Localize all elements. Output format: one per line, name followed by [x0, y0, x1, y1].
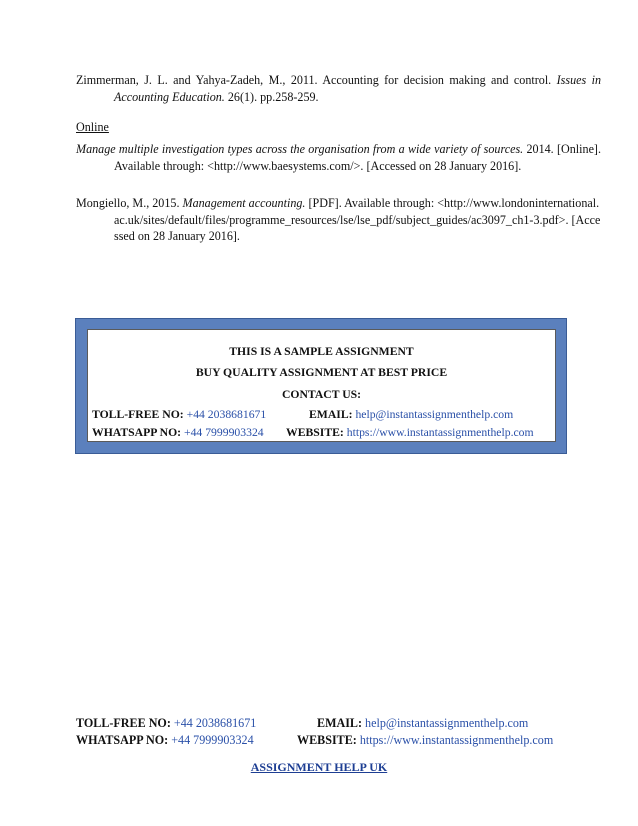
footer-tollfree-label: TOLL-FREE NO: [76, 716, 171, 730]
footer-tollfree [76, 716, 256, 731]
online-heading: Online [76, 120, 109, 134]
reference-mongiello [76, 195, 601, 245]
banner-website [286, 423, 534, 442]
footer-email-label: EMAIL: [317, 716, 363, 730]
footer-email-link[interactable]: help@instantassignmenthelp.com [365, 716, 529, 730]
reference-journal: Issues in Accounting Education. [114, 73, 602, 104]
footer-website-label: WEBSITE: [297, 733, 357, 747]
assignment-help-uk-link[interactable]: ASSIGNMENT HELP UK [250, 760, 388, 774]
email-label: EMAIL: [309, 408, 353, 421]
banner-whatsapp [92, 423, 264, 442]
footer-tollfree-number[interactable]: +44 2038681671 [173, 716, 257, 730]
website-link[interactable]: https://www.instantassignmenthelp.com [346, 426, 534, 439]
website-label: WEBSITE: [286, 426, 344, 439]
reference-details: [PDF]. Available through: <http://www.londoninternational.ac.uk/sites/default/files/programme_resources/lse/lse_pdf/subject_guides/ac3097_ch1-3.pdf>. [Accessed on 28 January 2016]. [114, 196, 601, 244]
footer-website-link[interactable]: https://www.instantassignmenthelp.com [359, 733, 554, 747]
footer-website [297, 733, 553, 748]
banner-tollfree [92, 405, 266, 424]
banner-email [309, 405, 513, 424]
banner-line-sample: THIS IS A SAMPLE ASSIGNMENT [229, 345, 414, 358]
reference-title: Manage multiple investigation types across the organisation from a wide variety of sources. [76, 142, 524, 156]
footer-whatsapp-label: WHATSAPP NO: [76, 733, 169, 747]
reference-authors: Mongiello, M., 2015. [76, 196, 180, 210]
reference-zimmerman [76, 72, 601, 105]
reference-details: 26(1). pp.258-259. [227, 89, 319, 104]
tollfree-label: TOLL-FREE NO: [92, 408, 184, 421]
whatsapp-label: WHATSAPP NO: [92, 426, 182, 439]
reference-authors: Zimmerman, J. L. and Yahya-Zadeh, M., 2011. Accounting for decision making and control. [76, 73, 552, 87]
footer-whatsapp [76, 733, 254, 748]
reference-details: 2014. [Online]. Available through: <http://www.baesystems.com/>. [Accessed on 28 January 2016]. [114, 142, 601, 173]
email-link[interactable]: help@instantassignmenthelp.com [355, 408, 514, 421]
banner-line-contact: CONTACT US: [281, 388, 362, 401]
whatsapp-number[interactable]: +44 7999903324 [184, 426, 264, 439]
sample-assignment-banner [75, 318, 567, 454]
banner-line-buy: BUY QUALITY ASSIGNMENT AT BEST PRICE [195, 366, 448, 379]
reference-manage [76, 141, 601, 174]
footer-email [317, 716, 528, 731]
tollfree-number[interactable]: +44 2038681671 [186, 408, 267, 421]
footer-whatsapp-number[interactable]: +44 7999903324 [171, 733, 254, 747]
reference-title: Management accounting. [182, 196, 306, 210]
banner-content [87, 329, 556, 442]
